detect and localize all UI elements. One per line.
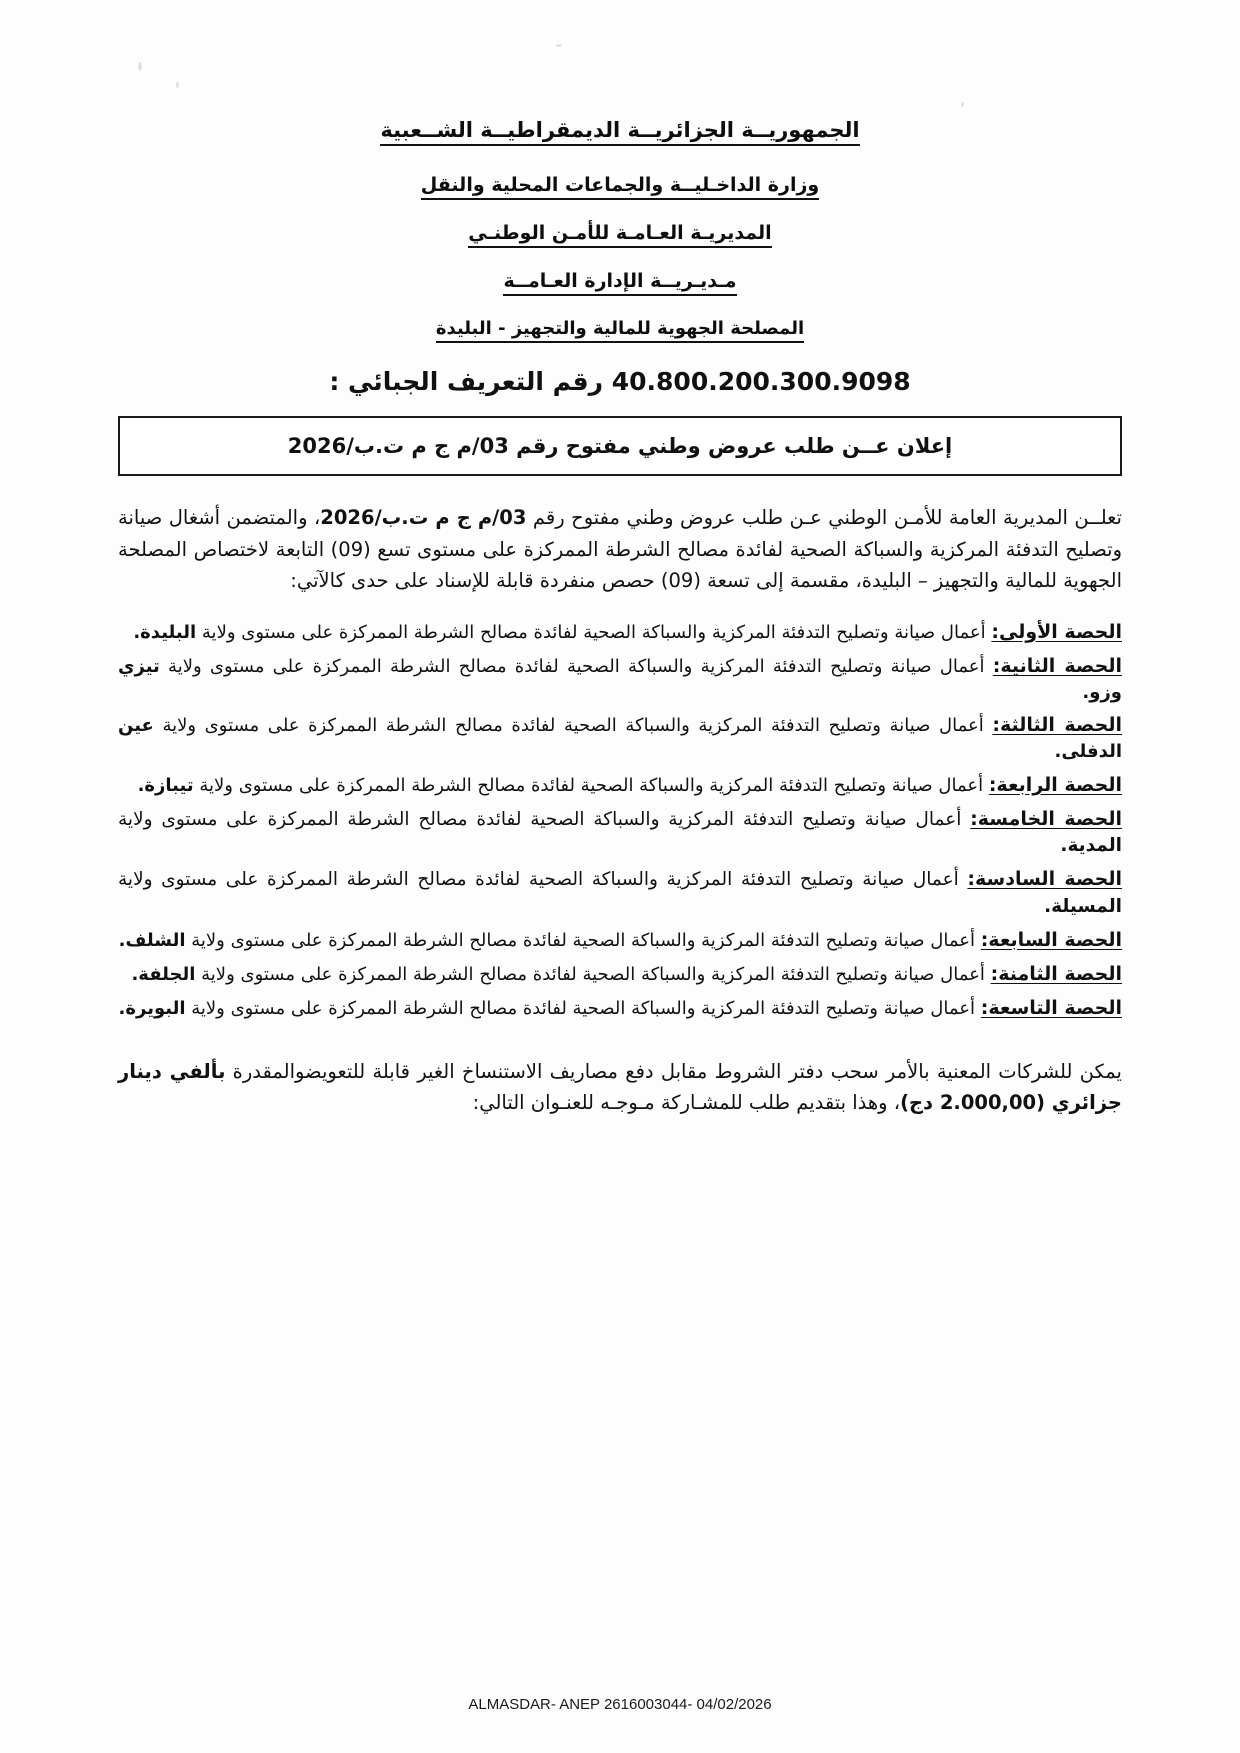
lot-label-6: الحصة السادسة: <box>967 868 1122 891</box>
header-line-directorate-general-text: المديريـة العـامـة للأمـن الوطنـي <box>468 222 771 248</box>
lot-label-4: الحصة الرابعة: <box>988 773 1122 796</box>
lot-item-5 <box>118 806 1122 860</box>
header-line-republic-text: الجمهوريــة الجزائريــة الديمقراطيــة الشــعبية <box>380 118 859 146</box>
lot-body-7: أعمال صيانة وتصليح التدفئة المركزية والسباكة الصحية لفائدة مصالح الشرطة الممركزة على مستوى ولاية <box>185 929 981 951</box>
header-line-administration-directorate-text: مـديـريــة الإدارة العـامــة <box>503 270 736 296</box>
tax-identification-line <box>0 367 1240 396</box>
lot-body-1: أعمال صيانة وتصليح التدفئة المركزية والسباكة الصحية لفائدة مصالح الشرطة الممركزة على مستوى ولاية <box>196 621 992 643</box>
lot-label-3: الحصة الثالثة: <box>992 714 1122 737</box>
document-header <box>0 118 1240 343</box>
tax-identification-number: 40.800.200.300.9098 <box>611 367 911 396</box>
lot-item-7 <box>118 927 1122 954</box>
header-line-republic <box>0 118 1240 146</box>
lot-item-1 <box>118 619 1122 646</box>
footer-reference: ALMASDAR- ANEP 2616003044- 04/02/2026 <box>468 1696 772 1713</box>
lot-item-9 <box>118 995 1122 1022</box>
lot-body-5: أعمال صيانة وتصليح التدفئة المركزية والسباكة الصحية لفائدة مصالح الشرطة الممركزة على مستوى ولاية <box>118 808 971 830</box>
lot-label-5: الحصة الخامسة: <box>970 807 1122 830</box>
lot-body-3: أعمال صيانة وتصليح التدفئة المركزية والسباكة الصحية لفائدة مصالح الشرطة الممركزة على مستوى ولاية <box>153 715 993 737</box>
header-line-administration-directorate <box>0 270 1240 296</box>
lots-list <box>118 619 1122 1022</box>
lot-item-3 <box>118 712 1122 765</box>
lot-body-2: أعمال صيانة وتصليح التدفئة المركزية والسباكة الصحية لفائدة مصالح الشرطة الممركزة على مستوى ولاية <box>159 655 993 677</box>
intro-part2: ، والمتضمن أشغال صيانة وتصليح التدفئة المركزية والسباكة الصحية لفائدة مصالح الشرطة الممركزة على مستوى تسع (09) التابعة لاختصاص المصلحة الجهوية للمالية والتجهيز – البليدة، مقسمة إلى تسعة (09) حصص منفردة قابلة للإسناد على حدى كالآتي: <box>118 506 1122 593</box>
lot-wilaya-2: تيزي وزو. <box>118 655 1122 703</box>
lot-label-2: الحصة الثانية: <box>992 654 1122 677</box>
tax-identification-label: رقم التعريف الجبائي : <box>329 367 604 396</box>
header-line-ministry-text: وزارة الداخـليــة والجماعات المحلية والنقل <box>421 174 819 200</box>
intro-reference-number: 03/م ج م ت.ب/2026 <box>320 506 527 529</box>
header-line-ministry <box>0 174 1240 200</box>
document-footer <box>0 1696 1240 1713</box>
lot-wilaya-4: تيبازة. <box>137 774 194 796</box>
lot-item-4 <box>118 772 1122 799</box>
lot-wilaya-8: الجلفة. <box>131 963 196 985</box>
announcement-title-box <box>118 416 1122 476</box>
document-body <box>118 502 1122 1119</box>
lot-body-8: أعمال صيانة وتصليح التدفئة المركزية والسباكة الصحية لفائدة مصالح الشرطة الممركزة على مستوى ولاية <box>195 963 991 985</box>
intro-part1: تعلــن المديرية العامة للأمـن الوطني عـن طلب عروض وطني مفتوح رقم <box>526 506 1122 529</box>
lot-wilaya-9: البويرة. <box>118 997 186 1019</box>
lot-wilaya-1: البليدة. <box>133 621 197 643</box>
lot-body-6: أعمال صيانة وتصليح التدفئة المركزية والسباكة الصحية لفائدة مصالح الشرطة الممركزة على مستوى ولاية <box>118 869 968 891</box>
lot-item-8 <box>118 961 1122 988</box>
header-line-directorate-general <box>0 222 1240 248</box>
header-line-regional-service <box>0 318 1240 343</box>
lot-wilaya-7: الشلف. <box>118 929 186 951</box>
lot-label-1: الحصة الأولى: <box>991 620 1122 643</box>
closing-paragraph <box>118 1056 1122 1119</box>
lot-item-6 <box>118 866 1122 920</box>
intro-paragraph <box>118 502 1122 597</box>
lot-item-2 <box>118 653 1122 706</box>
closing-part2: ، وهذا بتقديم طلب للمشـاركة مـوجـه للعنـوان التالي: <box>472 1091 901 1115</box>
lot-label-8: الحصة الثامنة: <box>990 962 1122 985</box>
lot-wilaya-6: المسيلة. <box>1044 895 1122 917</box>
lot-body-9: أعمال صيانة وتصليح التدفئة المركزية والسباكة الصحية لفائدة مصالح الشرطة الممركزة على مستوى ولاية <box>185 997 981 1019</box>
closing-part1: يمكن للشركات المعنية بالأمر سحب دفتر الشروط مقابل دفع مصاريف الاستنساخ الغير قابلة للتعويضوالمقدرة <box>225 1059 1122 1083</box>
lot-wilaya-5: المدية. <box>1060 834 1122 856</box>
closing-amount: بألفي دينار جزائري (2.000,00 دج) <box>118 1059 1122 1115</box>
lot-body-4: أعمال صيانة وتصليح التدفئة المركزية والسباكة الصحية لفائدة مصالح الشرطة الممركزة على مستوى ولاية <box>193 774 989 796</box>
header-line-regional-service-text: المصلحة الجهوية للمالية والتجهيز - البليدة <box>436 318 804 343</box>
lot-label-9: الحصة التاسعة: <box>980 996 1122 1019</box>
lot-wilaya-3: عين الدفلى. <box>118 715 1122 763</box>
announcement-title: إعلان عــن طلب عروض وطني مفتوح رقم 03/م ج م ت.ب/2026 <box>287 434 953 458</box>
lot-label-7: الحصة السابعة: <box>980 928 1122 951</box>
